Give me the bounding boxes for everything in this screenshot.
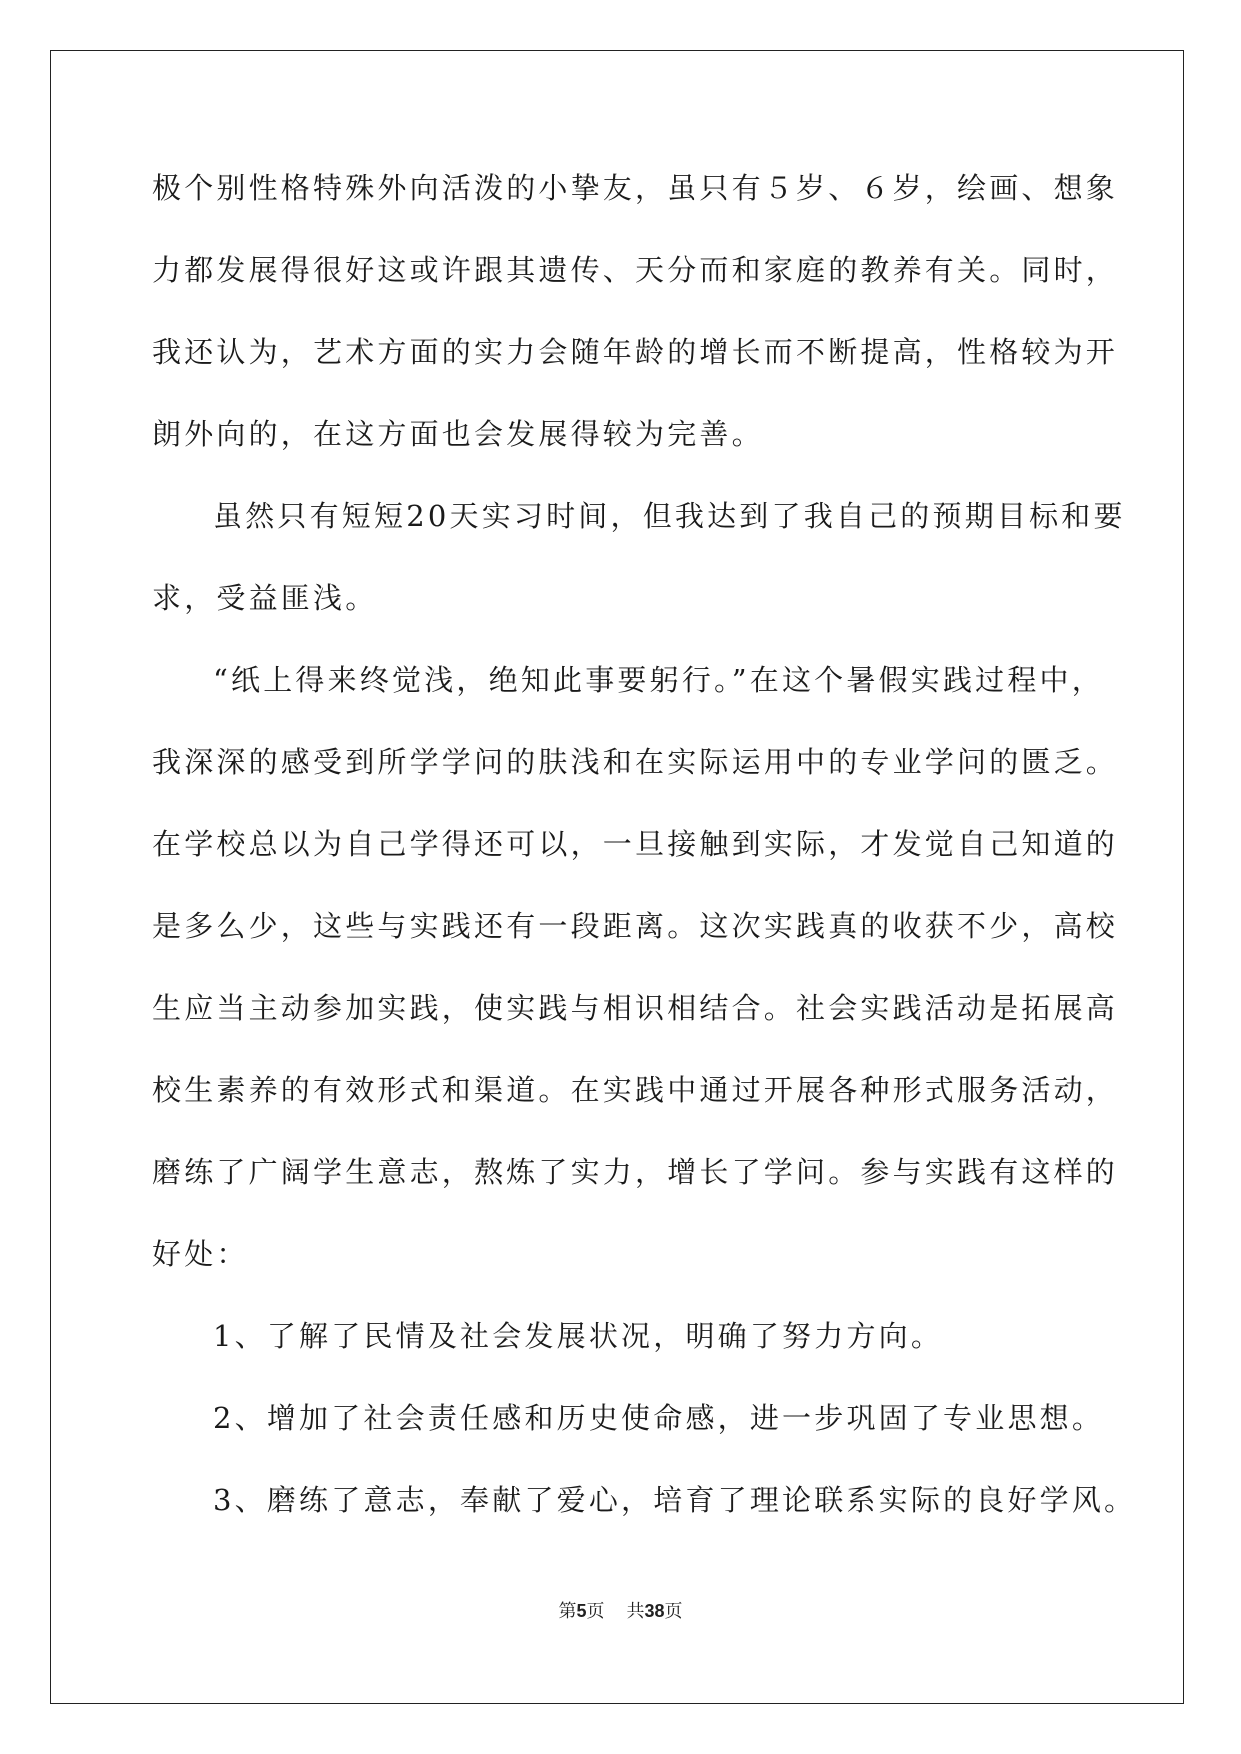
document-body [152,158,1137,1552]
page-suffix: 页 [586,1601,605,1622]
text-line-2: 力都发展得很好这或许跟其遗传、天分而和家庭的教养有关。同时， [152,253,1119,287]
text-line-5: 虽然只有短短20天实习时间，但我达到了我自己的预期目标和要 [213,499,1126,533]
text-line-4: 朗外向的，在这方面也会发展得较为完善。 [152,417,764,451]
text-line-10: 是多么少，这些与实践还有一段距离。这次实践真的收获不少，高校 [152,909,1119,943]
total-pages: 38 [644,1601,665,1621]
page-footer [0,1597,1241,1623]
total-prefix: 共 [626,1601,645,1622]
list-item-2: 2、增加了社会责任感和历史使命感，进一步巩固了专业思想。 [213,1401,1105,1435]
page-prefix: 第 [558,1601,577,1622]
text-line-13: 磨练了广阔学生意志，熬炼了实力，增长了学问。参与实践有这样的 [152,1155,1119,1189]
page-number: 5 [576,1601,587,1621]
text-line-6: 求，受益匪浅。 [152,581,378,615]
text-line-7: “纸上得来终觉浅，绝知此事要躬行。”在这个暑假实践过程中， [213,663,1104,697]
text-line-12: 校生素养的有效形式和渠道。在实践中通过开展各种形式服务活动， [152,1073,1119,1107]
list-item-1: 1、了解了民情及社会发展状况，明确了努力方向。 [213,1319,944,1353]
text-line-11: 生应当主动参加实践，使实践与相识相结合。社会实践活动是拓展高 [152,991,1119,1025]
text-line-3: 我还认为，艺术方面的实力会随年龄的增长而不断提高，性格较为开 [152,335,1119,369]
total-suffix: 页 [664,1601,683,1622]
text-line-8: 我深深的感受到所学学问的肤浅和在实际运用中的专业学问的匮乏。 [152,745,1119,779]
text-line-14: 好处： [152,1237,249,1271]
list-item-3: 3、磨练了意志，奉献了爱心，培育了理论联系实际的良好学风。 [213,1483,1137,1517]
text-line-9: 在学校总以为自己学得还可以，一旦接触到实际，才发觉自己知道的 [152,827,1119,861]
text-line-1: 极个别性格特殊外向活泼的小挚友，虽只有５岁、６岁，绘画、想象 [152,171,1119,205]
